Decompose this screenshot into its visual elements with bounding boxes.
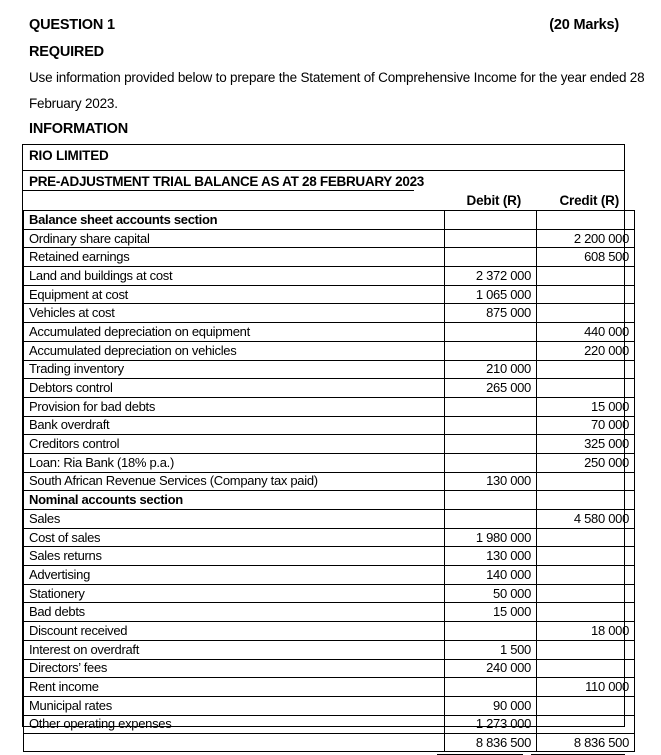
table-row: [24, 566, 635, 585]
credit-value: [537, 547, 635, 566]
required-instruction-line-1: Use information provided below to prepare the Statement of Comprehensive Income for the year ended 28: [29, 70, 645, 85]
credit-value: [537, 528, 635, 547]
account-label: Interest on overdraft: [24, 640, 445, 659]
debit-value: 15 000: [445, 603, 537, 622]
table-row: [24, 248, 635, 267]
credit-value: [537, 379, 635, 398]
account-label: South African Revenue Services (Company tax paid): [24, 472, 445, 491]
required-heading: REQUIRED: [29, 44, 104, 60]
credit-value: [537, 640, 635, 659]
account-label: Municipal rates: [24, 696, 445, 715]
table-row: [24, 323, 635, 342]
credit-value: [537, 603, 635, 622]
table-row: [24, 472, 635, 491]
account-label: Sales returns: [24, 547, 445, 566]
information-heading: INFORMATION: [29, 121, 129, 137]
section-header-row: [24, 491, 635, 510]
account-label: Retained earnings: [24, 248, 445, 267]
table-row: [24, 659, 635, 678]
debit-total: 8 836 500: [445, 734, 537, 752]
credit-column-header: Credit (R): [559, 193, 619, 208]
question-title: QUESTION 1: [29, 17, 115, 33]
credit-value: [537, 285, 635, 304]
table-row: [24, 360, 635, 379]
table-row: [24, 267, 635, 286]
table-row: [24, 584, 635, 603]
debit-value: [445, 397, 537, 416]
account-label: Sales: [24, 510, 445, 529]
credit-value: [537, 267, 635, 286]
credit-value: [537, 566, 635, 585]
debit-value: [445, 510, 537, 529]
credit-value: [537, 304, 635, 323]
table-row: [24, 696, 635, 715]
debit-value: 50 000: [445, 584, 537, 603]
debit-value: [445, 453, 537, 472]
credit-value: [537, 211, 635, 230]
account-label: Cost of sales: [24, 528, 445, 547]
debit-value: 1 500: [445, 640, 537, 659]
debit-value: [445, 341, 537, 360]
debit-value: 130 000: [445, 472, 537, 491]
credit-value: 250 000: [537, 453, 635, 472]
table-row: [24, 435, 635, 454]
account-label: Creditors control: [24, 435, 445, 454]
company-name: RIO LIMITED: [29, 148, 109, 163]
debit-value: 1 980 000: [445, 528, 537, 547]
debit-value: [445, 678, 537, 697]
credit-value: [537, 491, 635, 510]
credit-value: 18 000: [537, 622, 635, 641]
debit-value: [445, 211, 537, 230]
trial-balance-title: PRE-ADJUSTMENT TRIAL BALANCE AS AT 28 FEBRUARY 2023: [29, 174, 425, 189]
debit-value: 210 000: [445, 360, 537, 379]
table-row: [24, 678, 635, 697]
account-label: Accumulated depreciation on vehicles: [24, 341, 445, 360]
credit-value: [537, 715, 635, 734]
table-row: [24, 510, 635, 529]
account-label: Provision for bad debts: [24, 397, 445, 416]
credit-value: [537, 659, 635, 678]
credit-value: [537, 584, 635, 603]
account-label: Advertising: [24, 566, 445, 585]
debit-value: 140 000: [445, 566, 537, 585]
account-label: Bad debts: [24, 603, 445, 622]
trial-balance-table: [23, 210, 635, 752]
credit-value: 608 500: [537, 248, 635, 267]
table-row: [24, 640, 635, 659]
credit-value: 15 000: [537, 397, 635, 416]
question-marks: (20 Marks): [549, 17, 619, 33]
account-label: Ordinary share capital: [24, 229, 445, 248]
table-row: [24, 622, 635, 641]
credit-value: 70 000: [537, 416, 635, 435]
account-label: Debtors control: [24, 379, 445, 398]
credit-value: 4 580 000: [537, 510, 635, 529]
table-row: [24, 304, 635, 323]
account-label: Accumulated depreciation on equipment: [24, 323, 445, 342]
title-underline: [22, 190, 414, 191]
divider-line: [22, 170, 625, 171]
account-label: Land and buildings at cost: [24, 267, 445, 286]
table-row: [24, 229, 635, 248]
debit-value: [445, 622, 537, 641]
debit-value: 875 000: [445, 304, 537, 323]
credit-total: 8 836 500: [537, 734, 635, 752]
debit-value: 90 000: [445, 696, 537, 715]
debit-value: 130 000: [445, 547, 537, 566]
credit-value: 2 200 000: [537, 229, 635, 248]
account-label: Equipment at cost: [24, 285, 445, 304]
debit-value: [445, 229, 537, 248]
account-label: Loan: Ria Bank (18% p.a.): [24, 453, 445, 472]
account-label: Trading inventory: [24, 360, 445, 379]
debit-value: 2 372 000: [445, 267, 537, 286]
debit-value: [445, 323, 537, 342]
credit-value: [537, 472, 635, 491]
account-label: Discount received: [24, 622, 445, 641]
table-row: [24, 379, 635, 398]
table-row: [24, 453, 635, 472]
account-label: Stationery: [24, 584, 445, 603]
credit-value: 110 000: [537, 678, 635, 697]
table-row: [24, 547, 635, 566]
credit-value: 220 000: [537, 341, 635, 360]
table-row: [24, 528, 635, 547]
table-row: [24, 341, 635, 360]
account-label: Other operating expenses: [24, 715, 445, 734]
table-row: [24, 715, 635, 734]
debit-value: [445, 435, 537, 454]
table-row: [24, 416, 635, 435]
debit-value: 265 000: [445, 379, 537, 398]
required-instruction-line-2: February 2023.: [29, 96, 118, 111]
account-label: Balance sheet accounts section: [24, 211, 445, 230]
table-row: [24, 285, 635, 304]
debit-value: 240 000: [445, 659, 537, 678]
credit-value: [537, 696, 635, 715]
account-label: Vehicles at cost: [24, 304, 445, 323]
account-label: Bank overdraft: [24, 416, 445, 435]
account-label: Directors’ fees: [24, 659, 445, 678]
debit-value: [445, 416, 537, 435]
debit-value: 1 065 000: [445, 285, 537, 304]
table-row: [24, 397, 635, 416]
debit-value: 1 273 000: [445, 715, 537, 734]
credit-value: 325 000: [537, 435, 635, 454]
credit-value: [537, 360, 635, 379]
table-row: [24, 603, 635, 622]
debit-column-header: Debit (R): [466, 193, 521, 208]
account-label: Rent income: [24, 678, 445, 697]
account-label: Nominal accounts section: [24, 491, 445, 510]
section-header-row: [24, 211, 635, 230]
debit-value: [445, 491, 537, 510]
credit-value: 440 000: [537, 323, 635, 342]
debit-value: [445, 248, 537, 267]
